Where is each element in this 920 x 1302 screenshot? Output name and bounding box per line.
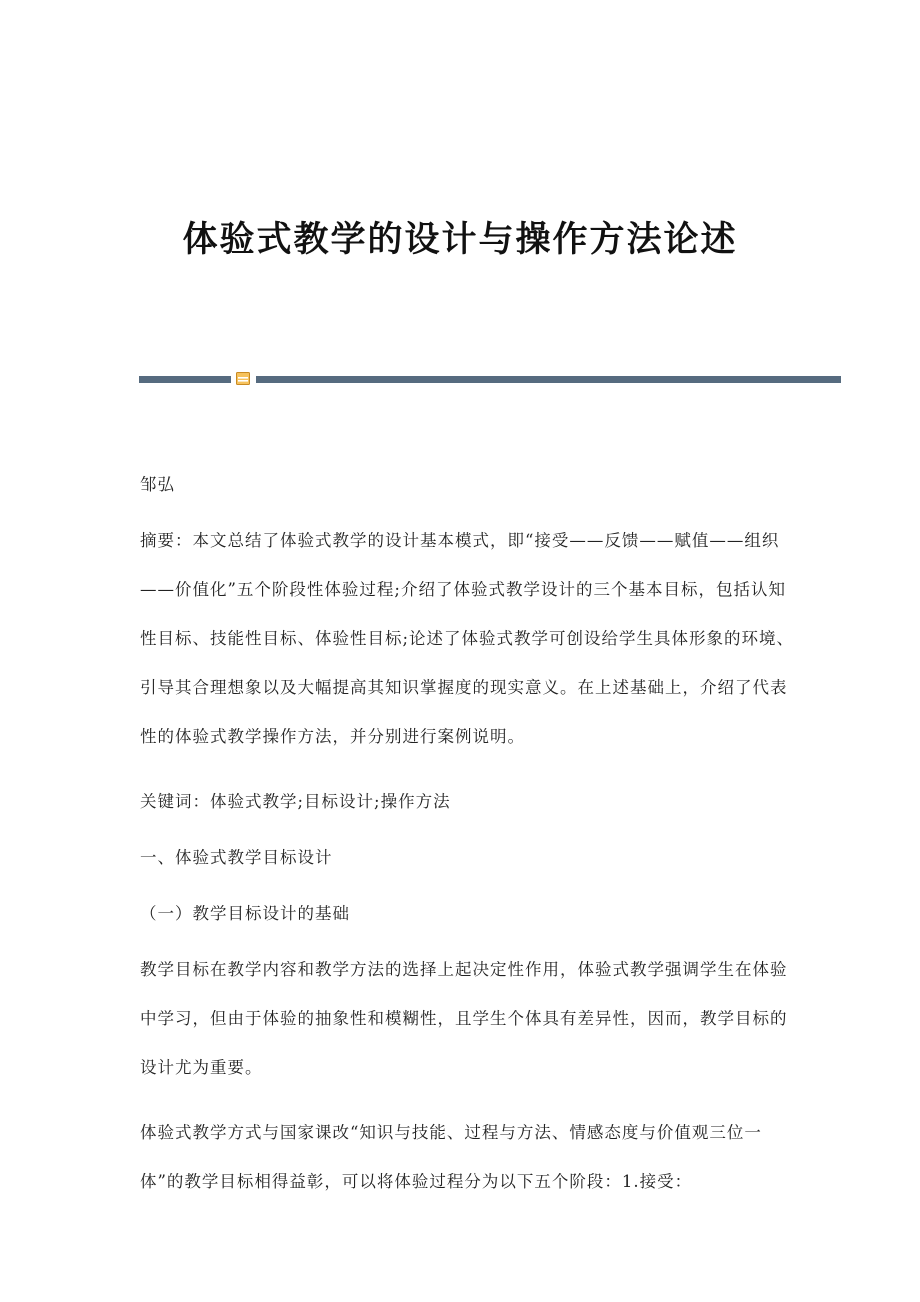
document-body [140,470,800,1232]
document-title: 体验式教学的设计与操作方法论述 [182,219,738,260]
divider-bar-right [256,376,841,383]
author-name: 邹弘 [140,475,175,494]
body-paragraph-2: 体验式教学方式与国家课改“知识与技能、过程与方法、情感态度与价值观三位一体”的教学目标相得益彰，可以将体验过程分为以下五个阶段：1.接受： [140,1123,762,1191]
body-paragraph-1: 教学目标在教学内容和教学方法的选择上起决定性作用，体验式教学强调学生在体验中学习，但由于体验的抽象性和模糊性，且学生个体具有差异性，因而，教学目标的设计尤为重要。 [140,960,788,1077]
abstract-paragraph: 摘要：本文总结了体验式教学的设计基本模式，即“接受——反馈——赋值——组织——价值化”五个阶段性体验过程;介绍了体验式教学设计的三个基本目标，包括认知性目标、技能性目标、体验性目标;论述了体验式教学可创设给学生具体形象的环境、引导其合理想象以及大幅提高其知识掌握度的现实意义。在上述基础上，介绍了代表性的体验式教学操作方法，并分别进行案例说明。 [140,531,795,746]
divider-emblem-icon [236,372,250,385]
title-divider [139,371,841,387]
section-heading: 一、体验式教学目标设计 [140,848,333,867]
divider-bar-left [139,376,231,383]
subsection-heading: （一）教学目标设计的基础 [140,904,350,923]
keywords-line: 关键词：体验式教学;目标设计;操作方法 [140,792,451,811]
